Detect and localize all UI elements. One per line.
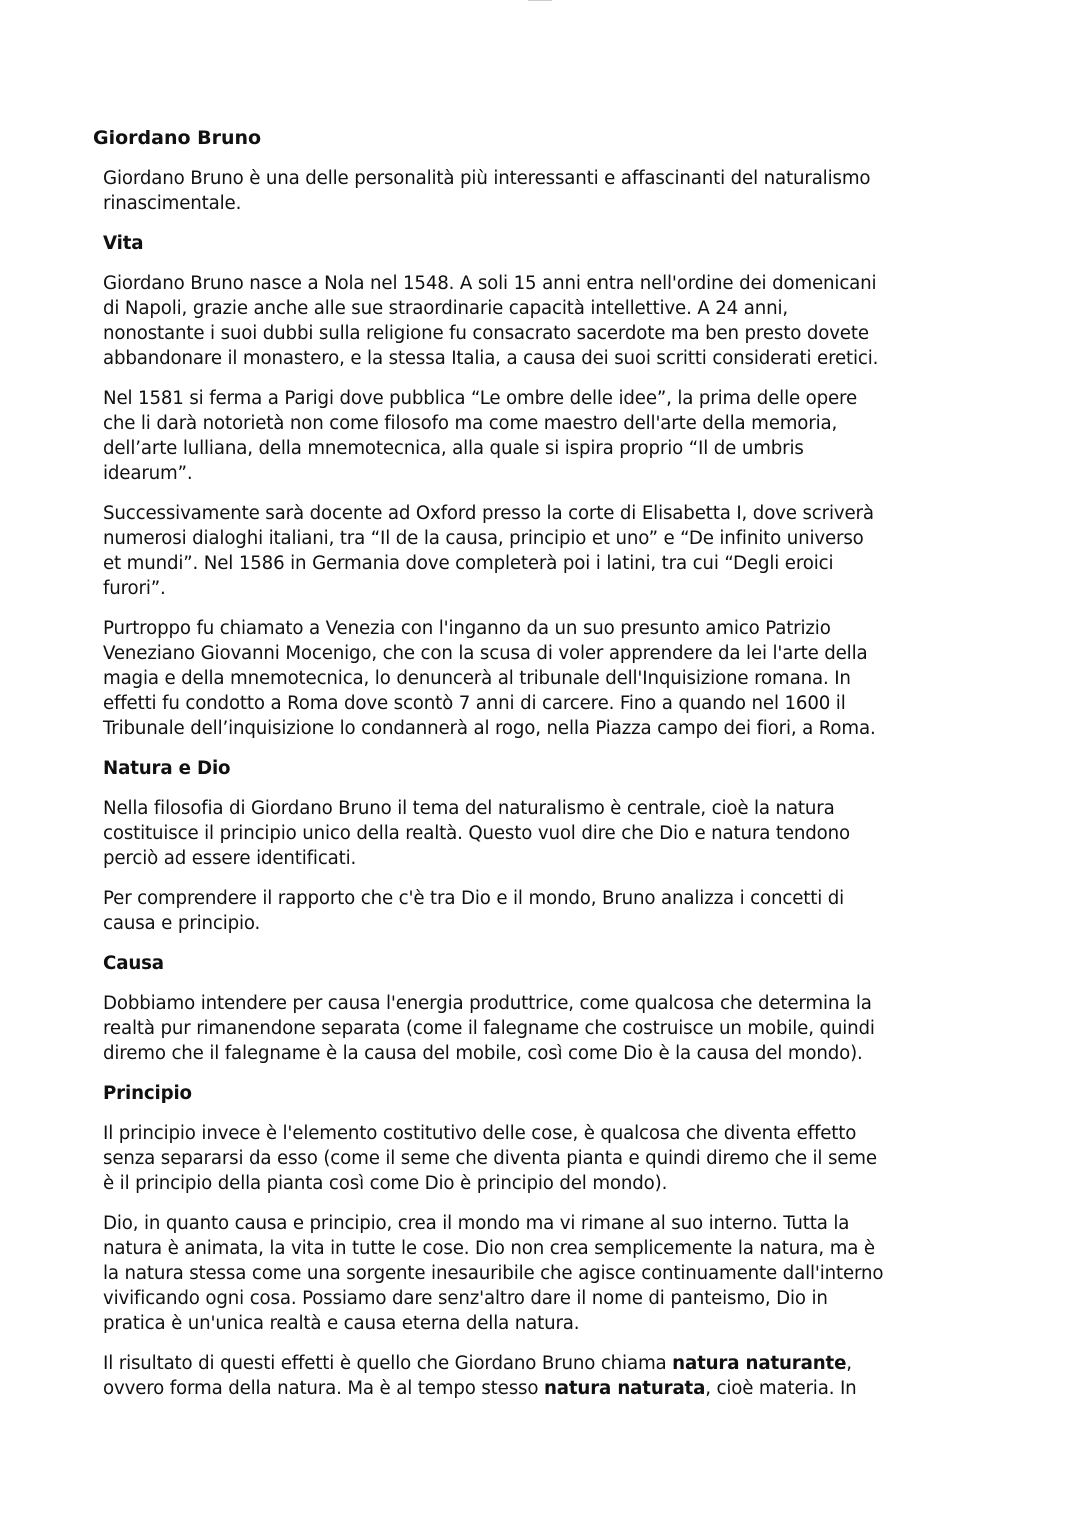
text-line: Vita [103,233,144,254]
paragraph [103,1121,1003,1196]
text-line: è il principio della pianta così come Dio è principio del mondo). [103,1173,668,1194]
text-line: Tribunale dell’inquisizione lo condannerà al rogo, nella Piazza campo dei fiori, a Roma. [103,718,876,739]
text-line: Il principio invece è l'elemento costitutivo delle cose, è qualcosa che diventa effetto [103,1123,857,1144]
text-line: Purtroppo fu chiamato a Venezia con l'inganno da un suo presunto amico Patrizio [103,618,831,639]
paragraph [103,886,1003,936]
text-line: costituisce il principio unico della realtà. Questo vuol dire che Dio e natura tendono [103,823,850,844]
paragraph [103,501,1003,601]
section-heading [103,756,1003,781]
text-line: Dio, in quanto causa e principio, crea il mondo ma vi rimane al suo interno. Tutta la [103,1213,850,1234]
text-line: Natura e Dio [103,758,231,779]
text-segment: , [846,1353,852,1374]
text-line: diremo che il falegname è la causa del mobile, così come Dio è la causa del mondo). [103,1043,863,1064]
text-line [103,1376,1003,1401]
text-line: Veneziano Giovanni Mocenigo, che con la scusa di voler apprendere da lei l'arte della [103,643,868,664]
text-line: Successivamente sarà docente ad Oxford presso la corte di Elisabetta I, dove scriverà [103,503,874,524]
paragraph [103,1211,1003,1336]
paragraph [103,616,1003,741]
section-heading [103,231,1003,256]
text-line: natura è animata, la vita in tutte le cose. Dio non crea semplicemente la natura, ma è [103,1238,875,1259]
text-line: idearum”. [103,463,193,484]
text-line: pratica è un'unica realtà e causa eterna della natura. [103,1313,580,1334]
document-body [103,126,1003,1401]
paragraph [103,166,1003,216]
bold-term: natura naturata [543,1378,706,1399]
text-line: causa e principio. [103,913,261,934]
text-line: Dobbiamo intendere per causa l'energia produttrice, come qualcosa che determina la [103,993,872,1014]
section-heading [103,1081,1003,1106]
text-line: effetti fu condotto a Roma dove scontò 7 anni di carcere. Fino a quando nel 1600 il [103,693,846,714]
text-line: Causa [103,953,164,974]
text-line: perciò ad essere identificati. [103,848,357,869]
text-segment: Il risultato di questi effetti è quello che Giordano Bruno chiama [103,1353,673,1374]
bold-term: natura naturante [672,1353,847,1374]
paragraph [103,271,1003,371]
paragraph [103,796,1003,871]
text-line: magia e della mnemotecnica, lo denuncerà al tribunale dell'Inquisizione romana. In [103,668,851,689]
text-line: et mundi”. Nel 1586 in Germania dove completerà poi i latini, tra cui “Degli eroici [103,553,834,574]
page-header-mark [528,0,552,1]
section-heading [103,951,1003,976]
text-line: Giordano Bruno nasce a Nola nel 1548. A soli 15 anni entra nell'ordine dei domenicani [103,273,877,294]
document-title: Giordano Bruno [93,127,262,149]
text-line: la natura stessa come una sorgente inesauribile che agisce continuamente dall'interno [103,1263,884,1284]
text-line: realtà pur rimanendone separata (come il falegname che costruisce un mobile, quindi [103,1018,875,1039]
text-line: Per comprendere il rapporto che c'è tra Dio e il mondo, Bruno analizza i concetti di [103,888,845,909]
text-line: vivificando ogni cosa. Possiamo dare senz'altro dare il nome di panteismo, Dio in [103,1288,828,1309]
paragraph [103,991,1003,1066]
text-line: Nel 1581 si ferma a Parigi dove pubblica “Le ombre delle idee”, la prima delle opere [103,388,858,409]
text-line: numerosi dialoghi italiani, tra “Il de la causa, principio et uno” e “De infinito universo [103,528,864,549]
paragraph [103,1351,1003,1401]
text-line: furori”. [103,578,166,599]
text-line: di Napoli, grazie anche alle sue straordinarie capacità intellettive. A 24 anni, [103,298,789,319]
text-line: abbandonare il monastero, e la stessa Italia, a causa dei suoi scritti considerati eretici. [103,348,879,369]
text-segment: , cioè materia. In [705,1378,857,1399]
text-line: Giordano Bruno è una delle personalità più interessanti e affascinanti del naturalismo [103,168,871,189]
text-line: dell’arte lulliana, della mnemotecnica, alla quale si ispira proprio “Il de umbris [103,438,804,459]
text-line: nonostante i suoi dubbi sulla religione fu consacrato sacerdote ma ben presto dovete [103,323,869,344]
text-line: senza separarsi da esso (come il seme che diventa pianta e quindi diremo che il seme [103,1148,877,1169]
text-line: Nella filosofia di Giordano Bruno il tema del naturalismo è centrale, cioè la natura [103,798,835,819]
text-line: rinascimentale. [103,193,242,214]
text-segment: ovvero forma della natura. Ma è al tempo stesso [103,1378,544,1399]
text-line [103,1351,1003,1376]
document-page [93,126,1003,1416]
text-line: che li darà notorietà non come filosofo ma come maestro dell'arte della memoria, [103,413,838,434]
paragraph [103,386,1003,486]
text-line: Principio [103,1083,192,1104]
